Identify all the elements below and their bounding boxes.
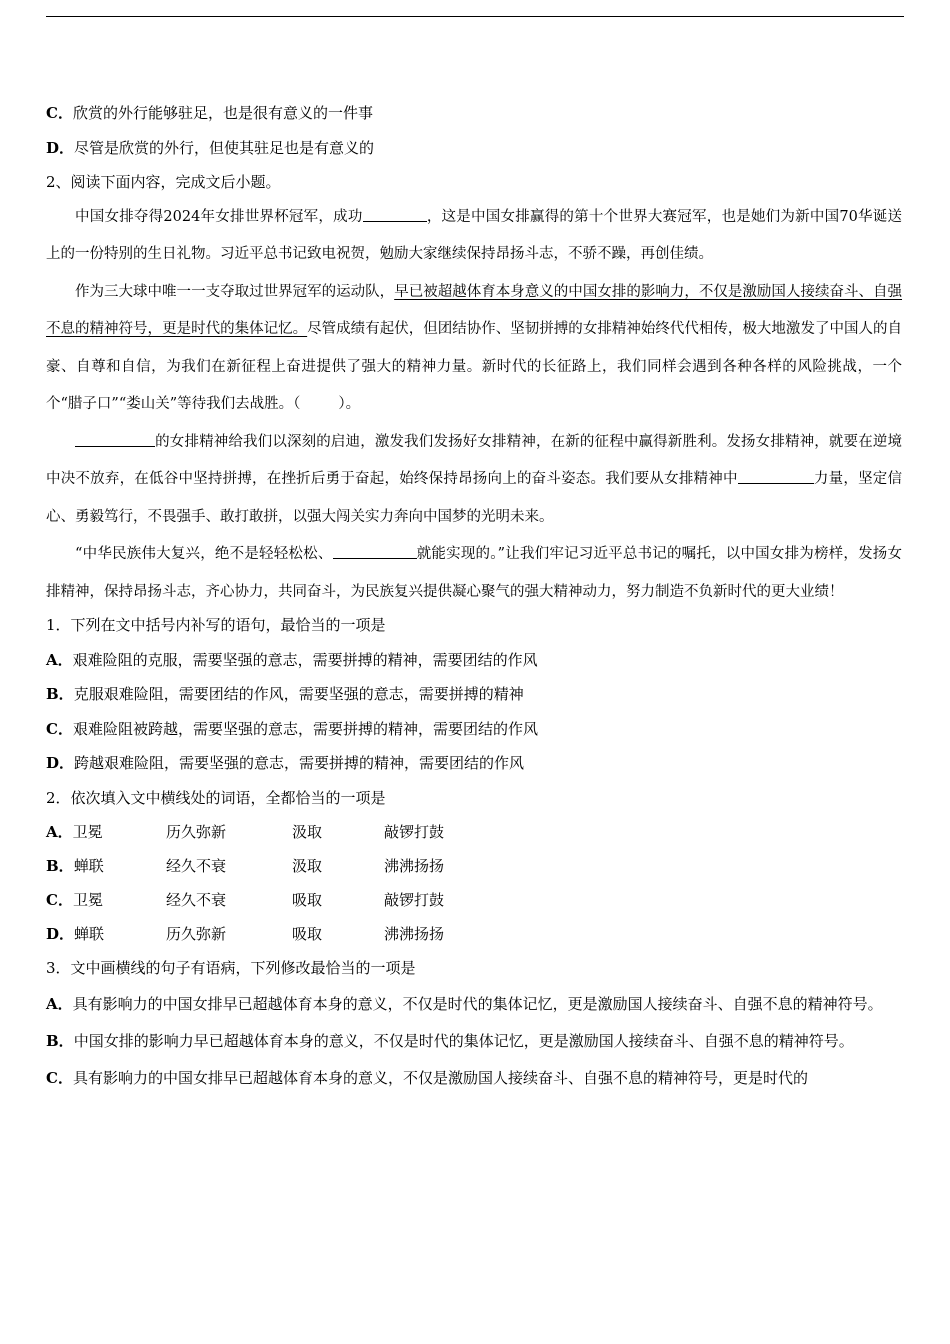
option-letter: C． [46, 104, 73, 122]
option-letter: B． [46, 857, 74, 875]
option-letter: D． [46, 138, 75, 157]
option-word-1: 蝉联 [74, 925, 105, 943]
option-word-3: 汲取 [292, 857, 323, 875]
option-text: 具有影响力的中国女排早已超越体育本身的意义，不仅是时代的集体记忆，更是激励国人接续奋斗、自强不息的精神符号。 [72, 994, 883, 1013]
section-heading: 2、阅读下面内容，完成文后小题。 [46, 173, 281, 191]
blank-1 [363, 206, 427, 222]
passage-text: 就能实现的。”让我们牢记习近平总书记的嘱托，以中国女排为榜样，发扬女排精神，保持昂扬斗志，齐心协力，共同奋斗，为民族复兴提供凝心聚气的强大精神动力，努力制造不负新时代的更大业绩！ [46, 546, 902, 600]
exam-page [46, 96, 902, 1097]
passage-text: “中华民族伟大复兴，绝不是轻轻松松、 [75, 546, 333, 562]
option-letter: D． [46, 754, 75, 772]
option-letter: C． [46, 719, 73, 738]
option-text: 克服艰难险阻，需要团结的作风，需要坚强的意志，需要拼搏的精神 [73, 685, 524, 703]
option-word-1: 卫冕 [72, 823, 103, 841]
question-2-stem: 2．依次填入文中横线处的词语，全都恰当的一项是 [46, 788, 386, 807]
q1-option-c[interactable] [46, 712, 902, 747]
question-3-stem: 3．文中画横线的句子有语病，下列修改最恰当的一项是 [46, 959, 416, 977]
passage-text: 作为三大球中唯一一支夺取过世界冠军的运动队， [75, 283, 395, 300]
option-letter: A． [46, 994, 73, 1013]
option-word-4: 沸沸扬扬 [384, 925, 445, 943]
option-text: 艰难险阻被跨越，需要坚强的意志，需要拼搏的精神，需要团结的作风 [72, 719, 538, 738]
passage-text: 力量，坚定信心、勇毅笃行，不畏强手、敢打敢拼，以强大闯关实力奔向中国梦的光明未来。 [46, 471, 903, 525]
q2-option-d[interactable] [46, 917, 902, 951]
q1-option-a[interactable] [46, 643, 902, 678]
q3-option-c[interactable] [46, 1060, 902, 1097]
passage-paragraph-1 [46, 199, 902, 274]
option-word-2: 经久不衰 [166, 891, 227, 909]
option-word-1: 蝉联 [73, 857, 104, 875]
option-text: 中国女排的影响力早已超越体育本身的意义，不仅是时代的集体记忆，更是激励国人接续奋斗、自强不息的精神符号。 [73, 1031, 854, 1050]
option-letter: B． [46, 1031, 74, 1050]
q2-option-c[interactable] [46, 883, 902, 917]
passage-paragraph-3 [46, 424, 902, 537]
option-word-2: 历久弥新 [166, 823, 227, 841]
passage-text: 的女排精神给我们以深刻的启迪，激发我们发扬好女排精神，在新的征程中赢得新胜利。发扬女排精神，就要在逆境中决不放弃，在低谷中坚持拼搏，在挫折后勇于奋起，始终保持昂扬向上的奋斗姿态。我们要从女排精神中 [46, 433, 902, 487]
option-letter: A． [46, 823, 73, 841]
prev-option-d [46, 131, 902, 166]
q2-option-a[interactable] [46, 815, 902, 849]
header-rule [46, 16, 904, 17]
option-word-2: 经久不衰 [166, 857, 227, 875]
option-word-3: 汲取 [292, 823, 323, 841]
option-letter: B． [46, 685, 74, 703]
q1-option-d[interactable] [46, 746, 902, 781]
option-text: 尽管是欣赏的外行，但使其驻足也是有意义的 [74, 138, 375, 157]
question-1-stem: 1．下列在文中括号内补写的语句，最恰当的一项是 [46, 616, 386, 634]
option-word-2: 历久弥新 [166, 925, 227, 943]
option-letter: C． [46, 891, 73, 909]
q3-option-b[interactable] [46, 1023, 902, 1060]
blank-3 [738, 468, 814, 484]
blank-2 [75, 431, 155, 447]
underlined-sentence: 早已被超越体育本身意义的中国女排的影响力，不仅是激励国人接续奋斗、自强不息的精神符号，更是时代的集体记忆。 [46, 283, 903, 337]
option-word-3: 吸取 [292, 925, 323, 943]
passage-paragraph-2 [46, 274, 902, 424]
q2-option-b[interactable] [46, 849, 902, 883]
passage-text: 中国女排夺得2024年女排世界杯冠军，成功 [75, 208, 363, 225]
q1-option-b[interactable] [46, 677, 902, 712]
option-word-1: 卫冕 [72, 891, 103, 909]
option-letter: D． [46, 925, 75, 943]
option-text: 欣赏的外行能够驻足，也是很有意义的一件事 [72, 104, 373, 122]
option-text: 艰难险阻的克服，需要坚强的意志，需要拼搏的精神，需要团结的作风 [72, 650, 538, 669]
blank-4 [333, 543, 417, 559]
q3-option-a[interactable] [46, 986, 902, 1023]
option-word-3: 吸取 [292, 891, 323, 909]
passage-text: ）。 [338, 396, 361, 412]
option-text: 具有影响力的中国女排早已超越体育本身的意义，不仅是激励国人接续奋斗、自强不息的精神符号，更是时代的 [72, 1068, 808, 1087]
option-letter: C． [46, 1068, 73, 1087]
option-word-4: 敲锣打鼓 [384, 891, 445, 909]
passage-paragraph-4 [46, 536, 902, 611]
prev-option-c [46, 96, 902, 131]
option-text: 跨越艰难险阻，需要坚强的意志，需要拼搏的精神，需要团结的作风 [74, 754, 525, 772]
option-letter: A． [46, 650, 73, 669]
passage-text: 尽管成绩有起伏，但团结协作、坚韧拼搏的女排精神始终代代相传，极大地激发了中国人的自豪、自尊和自信，为我们在新征程上奋进提供了强大的精神力量。新时代的长征路上，我们同样会遇到各种各样的风险挑战，一个个“腊子口”“娄山关”等待我们去战胜。（ [46, 321, 902, 412]
option-word-4: 沸沸扬扬 [384, 857, 445, 875]
option-word-4: 敲锣打鼓 [384, 823, 445, 841]
passage-text: ，这是中国女排赢得的第十个世界大赛冠军，也是她们为新中国70华诞送上的一份特别的生日礼物。习近平总书记致电祝贺，勉励大家继续保持昂扬斗志，不骄不躁，再创佳绩。 [46, 208, 902, 262]
